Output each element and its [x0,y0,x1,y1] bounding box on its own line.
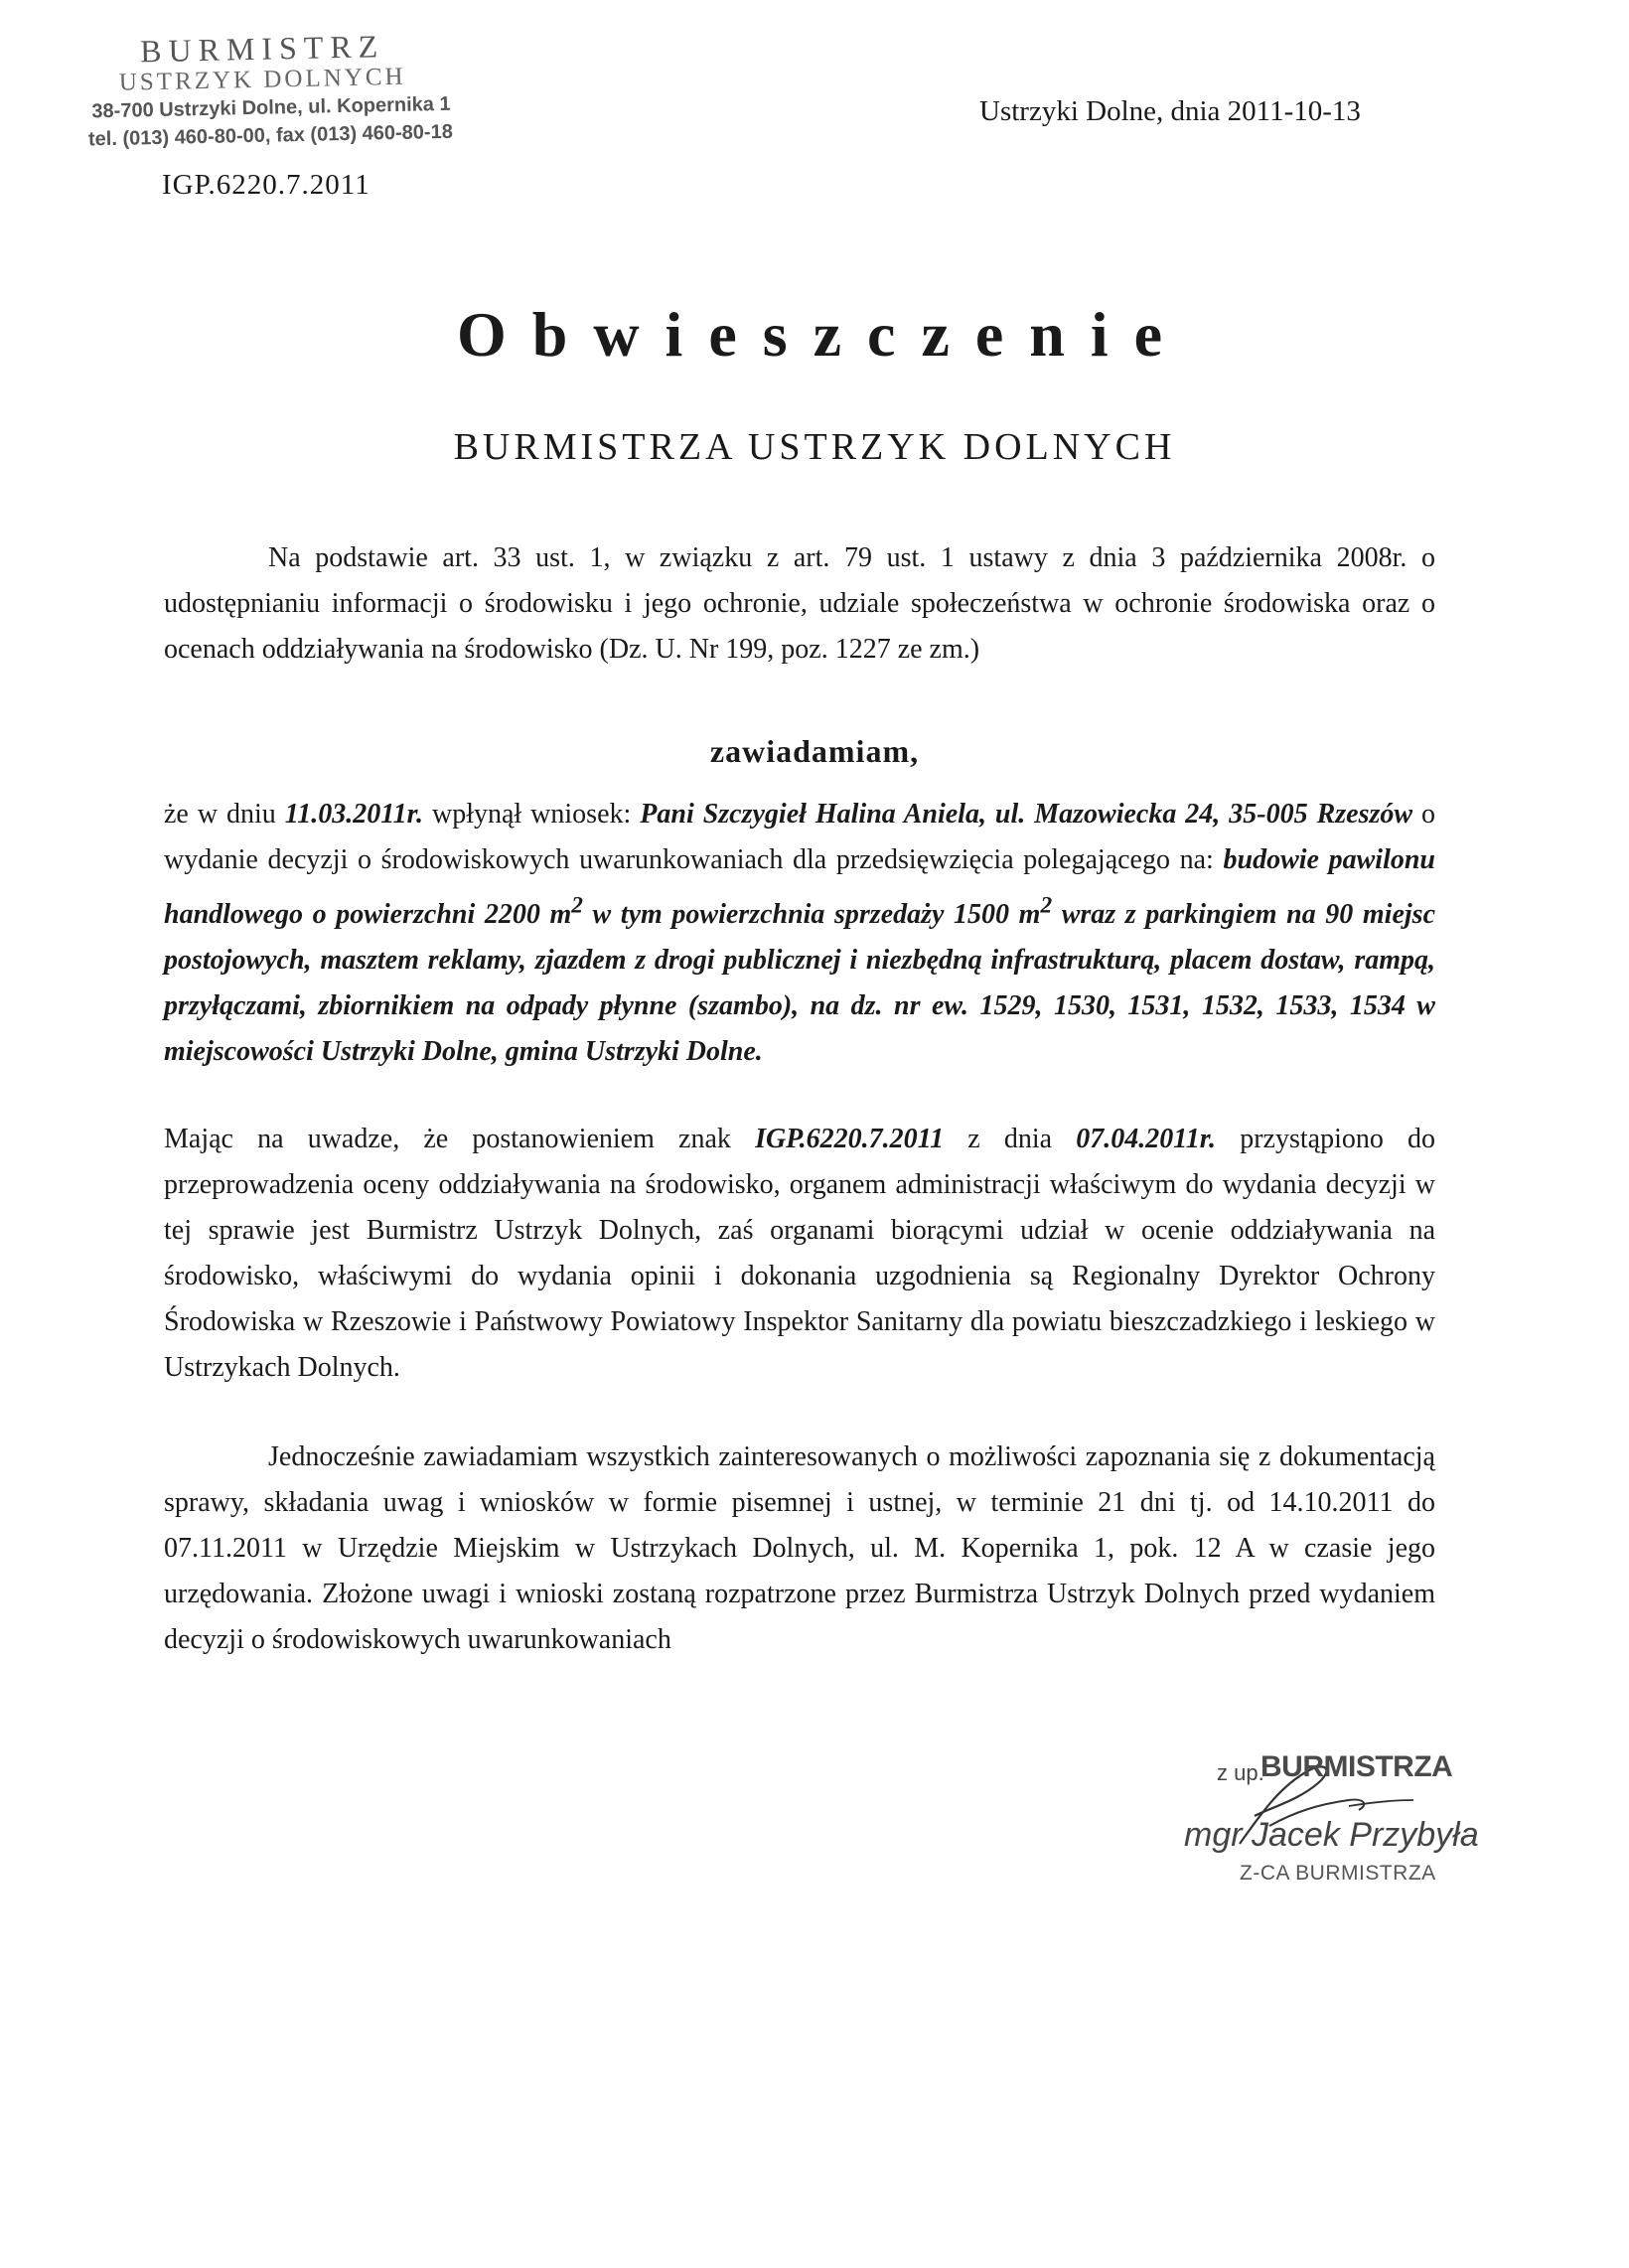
signatory-role: Z-CA BURMISTRZA [1240,1862,1436,1885]
applicant: Pani Szczygieł Halina Aniela, ul. Mazowiecka 24, 35-005 Rzeszów [640,799,1413,830]
signature-block [1172,1748,1500,1907]
superscript-2: 2 [1040,893,1053,919]
application-date: 11.03.2011r. [284,799,424,830]
office-stamp [88,26,508,154]
para2-text-3: przystąpiono do przeprowadzenia oceny oddziaływania na środowisko, organem administracji właściwym do wydania decyzji w tej sprawie jest Burmistrz Ustrzyk Dolnych, zaś organami biorącymi udział w ocenie oddziaływania na środowisko, właściwymi do wydania opinii i dokonania uzgodnienia są Regionalny Dyrektor Ochrony Środowiska w Rzeszowie i Państwowy Powiatowy Inspektor Sanitarny dla powiatu bieszczadzkiego i leskiego w Ustrzykach Dolnych. [164,1124,1436,1383]
stamp-office-town: USTRZYK DOLNYCH [118,63,406,96]
para1-text-1: że w dniu [164,799,285,830]
document-subtitle: BURMISTRZA USTRZYK DOLNYCH [453,426,1176,468]
signature-prefix: z up. [1217,1760,1264,1785]
decision-reference: IGP.6220.7.2011 [755,1124,945,1154]
stamp-address: 38-700 Ustrzyki Dolne, ul. Kopernika 1 [91,92,451,123]
signatory-name: mgr Jacek Przybyła [1184,1816,1479,1854]
para1-text-3: o wydanie decyzji o środowiskowych uwarunkowaniach dla przedsięwzięcia polegającego na: [164,799,1436,875]
legal-basis-paragraph: Na podstawie art. 33 ust. 1, w związku z art. 79 ust. 1 ustawy z dnia 3 października 2008r. o udostępnianiu informacji o środowisku i jego ochronie, udziale społeczeństwa w ochronie środowiska oraz o ocenach oddziaływania na środowisko (Dz. U. Nr 199, poz. 1227 ze zm.) [164,542,1435,665]
application-paragraph [164,792,1435,1075]
superscript-2: 2 [571,893,583,919]
place-and-date: Ustrzyki Dolne, dnia 2011-10-13 [979,95,1361,127]
case-number: IGP.6220.7.2011 [162,169,370,201]
para2-text-1: Mając na uwadze, że postanowieniem znak [164,1124,756,1154]
project-part-b: w tym powierzchnia sprzedaży 1500 m [582,899,1041,931]
signature-office: BURMISTRZA [1260,1750,1453,1783]
consultation-paragraph: Jednocześnie zawiadamiam wszystkich zainteresowanych o możliwości zapoznania się z dokumentacją sprawy, składania uwag i wniosków w formie pisemnej i ustnej, w terminie 21 dni tj. od 14.10.2011 do 07.11.2011 w Urzędzie Miejskim w Ustrzykach Dolnych, ul. M. Kopernika 1, pok. 12 A w czasie jego urzędowania. Złożone uwagi i wnioski zostaną rozpatrzone przez Burmistrza Ustrzyk Dolnych przed wydaniem decyzji o środowiskowych uwarunkowaniach [164,1441,1435,1655]
procedure-paragraph [164,1117,1435,1391]
stamp-office-title: BURMISTRZ [139,28,385,70]
project-part-a: budowie pawilonu handlowego o powierzchni 2200 m [164,844,1435,931]
stamp-phone: tel. (013) 460-80-00, fax (013) 460-80-18 [87,120,454,151]
notify-heading: zawiadamiam, [709,733,920,769]
para2-text-2: z dnia [944,1124,1077,1154]
project-part-c: wraz z parkingiem na 90 miejsc postojowych, masztem reklamy, zjazdem z drogi publicznej i niezbędną infrastrukturą, placem dostaw, rampą, przyłączami, zbiornikiem na odpady płynne (szambo), na dz. nr ew. 1529, 1530, 1531, 1532, 1533, 1534 w miejscowości Ustrzyki Dolne, gmina Ustrzyki Dolne. [164,899,1435,1068]
document-title: Obwieszczenie [456,299,1189,370]
para1-text-2: wpłynął wniosek: [423,799,641,830]
project-description [164,844,1435,1067]
decision-date: 07.04.2011r. [1076,1124,1217,1154]
